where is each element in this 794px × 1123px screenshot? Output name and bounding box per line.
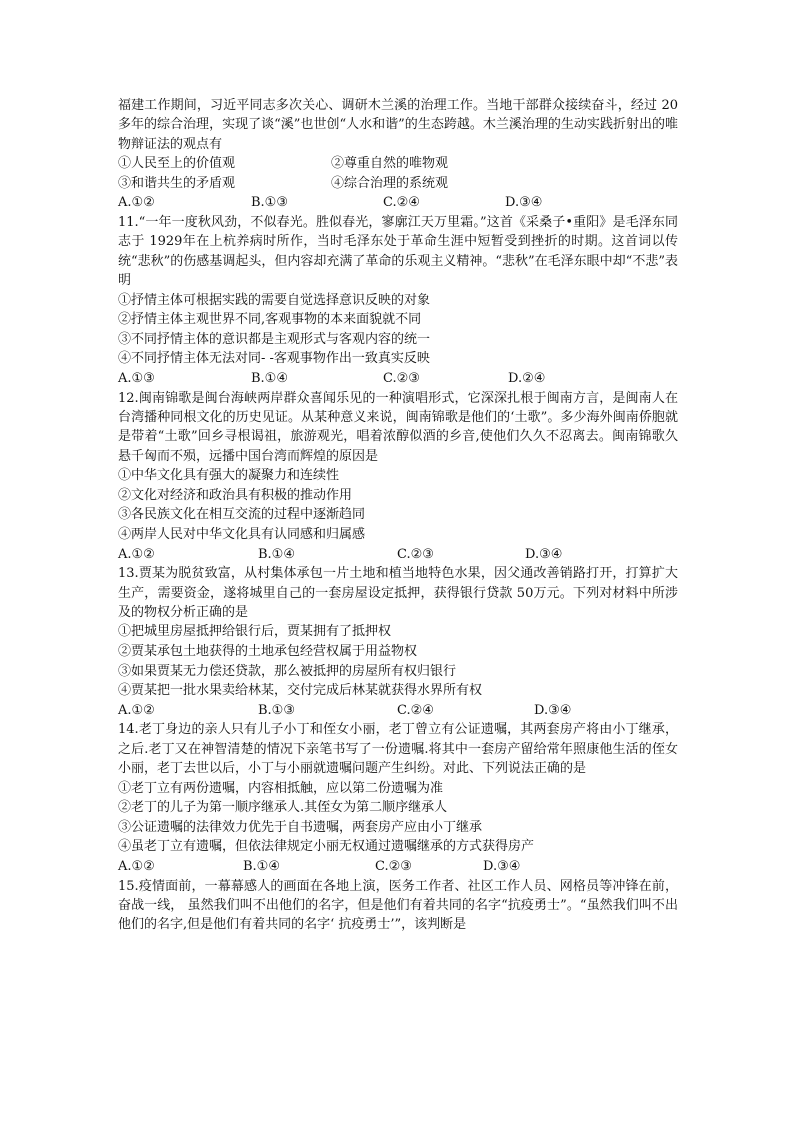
answer-b: B.①④: [243, 858, 280, 874]
option-4: ④不同抒情主体无法对同- -客观事物作出一致真实反映: [118, 351, 430, 367]
question-13-stem: 13.贾某为脱贫致富，从村集体承包一片土地和植当地特色水果，因父通改善销路打开，打算扩大生产，需要资金，遂将城里自己的一套房屋设定抵押，获得银行贷款 50万元。下列对材料中所涉及的物权分析正确的是: [118, 566, 678, 620]
question-12-stem: 12.闽南锦歌是闽台海峡两岸群众喜闻乐见的一种演唱形式，它深深扎根于闽南方言，是闽南人在台湾播种同根文化的历史见证。从某种意义来说，闽南锦歌是他们的‘土歌”。多少海外闽南侨胞就是带着“土歌”回乡寻根谒祖，旅游观光，唱着浓醇似酒的乡音,使他们久久不忍离去。闽南锦歌久悬千匈而不殒，远播中国台湾而辉煌的原因是: [118, 390, 678, 464]
question-14-answers: [118, 857, 678, 877]
question-12-answers: [118, 545, 678, 565]
option-3: ③如果贾某无力偿还贷款，那么被抵押的房屋所有权归银行: [118, 663, 457, 679]
option-3: ③各民族文化在相互交流的过程中逐渐趋同: [118, 507, 366, 523]
option-1: ①人民至上的价值观: [118, 156, 236, 172]
question-14-stem: 14.老丁身边的亲人只有儿子小丁和侄女小丽，老丁曾立有公证遗嘱，其两套房产将由小丁继承，之后.老丁又在神智清楚的情况下亲笔书写了一份遗嘱.将其中一套房产留给常年照康他生活的侄女小丽，老丁去世以后，小丁与小丽就遗嘱问题产生纠纷。对此、下列说法正确的是: [118, 722, 678, 777]
option-2: ②文化对经济和政治具有积极的推动作用: [118, 487, 353, 503]
question-12: [118, 389, 678, 565]
answer-c: C.②④: [383, 195, 420, 211]
option-3: ③公证遗嘱的法律效力优先于自书遗嘱，两套房产应由小丁继承: [118, 819, 483, 835]
answer-d: D.②④: [508, 371, 546, 386]
question-11-answers: [118, 369, 678, 389]
option-4: ④综合治理的系统观: [331, 175, 449, 191]
question-14: [118, 720, 678, 876]
option-1: ①老丁立有两份遗嘱，内容相抵触，应以第二份遗嘱为准: [118, 780, 444, 796]
answer-b: B.①③: [258, 702, 295, 718]
answer-b: B.①④: [258, 546, 295, 562]
option-1: ①抒情主体可根据实践的需要自觉选择意识反映的对象: [118, 292, 431, 308]
answer-a: A.①②: [118, 702, 155, 718]
question-10: [118, 96, 678, 213]
answer-b: B.①③: [251, 195, 288, 211]
answer-d: D.③④: [505, 195, 543, 211]
option-3: ③和谐共生的矛盾观: [118, 175, 236, 191]
option-1: ①中华文化具有强大的凝聚力和连续性: [118, 468, 340, 484]
question-15: [118, 877, 678, 935]
question-11: [118, 213, 678, 389]
option-2: ②尊重自然的唯物观: [331, 156, 449, 172]
answer-d: D.③④: [534, 702, 572, 718]
answer-c: C.②④: [397, 702, 434, 718]
question-11-stem: 11.“一年一度秋风劲，不似春光。胜似春光，寥廓江天万里霜。”这首《采桑子•重阳》是毛泽东同志于 1929年在上杭养病时所作，当时毛泽东处于革命生涯中短暂受到挫折的时期。这首词以传统“悲秋”的伤感基调起头，但内容却充满了革命的乐观主义精神。“悲秋”在毛泽东眼中却“不悲”表明: [118, 215, 678, 289]
question-10-options-row-1: [118, 154, 678, 174]
answer-d: D.③④: [483, 858, 521, 874]
option-4: ④贾某把一批水果卖给林某，交付完成后林某就获得水界所有权: [118, 683, 483, 699]
answer-d: D.③④: [525, 546, 563, 562]
option-3: ③不同抒情主体的意识都是主观形式与客观内容的统一: [118, 331, 431, 347]
question-10-answers: [118, 193, 678, 213]
answer-a: A.①②: [118, 858, 155, 874]
question-10-options-row-2: [118, 174, 678, 194]
question-13-answers: [118, 701, 678, 721]
answer-c: C.②③: [383, 371, 420, 386]
answer-a: A.①②: [118, 195, 155, 211]
answer-a: A.①②: [118, 546, 155, 562]
exam-page: [118, 96, 678, 935]
answer-c: C.②③: [375, 858, 412, 874]
option-2: ②老丁的儿子为第一顺序继承人.其侄女为第二顺序继承人: [118, 800, 448, 816]
answer-c: C.②③: [397, 546, 434, 562]
answer-b: B.①④: [251, 371, 288, 386]
option-4: ④虽老丁立有遗嘱，但依法律规定小丽无权通过遗嘱继承的方式获得房产: [118, 839, 535, 855]
option-4: ④两岸人民对中华文化具有认同感和归属感: [118, 527, 366, 542]
answer-a: A.①③: [118, 371, 155, 386]
option-1: ①把城里房屋抵押给银行后，贾某拥有了抵押权: [118, 624, 392, 640]
question-13: [118, 564, 678, 720]
option-2: ②抒情主体主观世界不同,客观事物的本来面貌就不同: [118, 312, 422, 328]
option-2: ②贾某承包土地获得的土地承包经营权属于用益物权: [118, 644, 418, 659]
question-10-stem: 福建工作期间，习近平同志多次关心、调研木兰溪的治理工作。当地干部群众接续奋斗，经过 20多年的综合治理，实现了谈“溪”也世创“人水和谐”的生态跨越。木兰溪治理的生动实践折射出的唯物辩证法的观点有: [118, 98, 678, 152]
question-15-stem: 15.疫情面前，一幕幕感人的画面在各地上演，医务工作者、社区工作人员、网格员等冲锋在前，奋战一线， 虽然我们叫不出他们的名字，但是他们有着共同的名字“抗疫勇士”。“虽然我们叫不出他们的名字,但是他们有着共同的名字‘ 抗疫勇士’”，该判断是: [118, 878, 678, 933]
